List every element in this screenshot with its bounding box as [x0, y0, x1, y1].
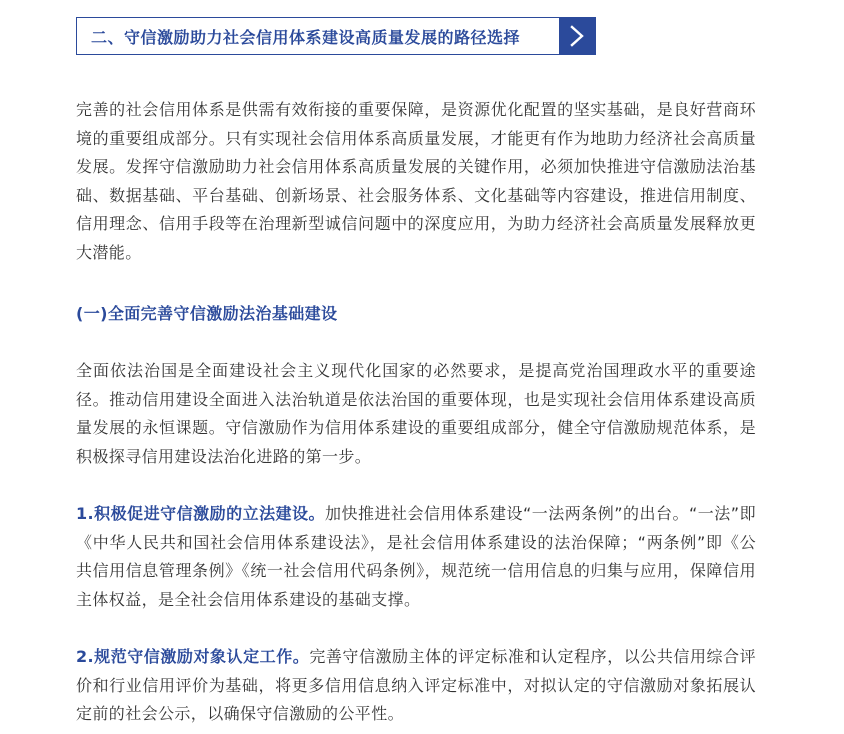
law-basis-paragraph: 全面依法治国是全面建设社会主义现代化国家的必然要求，是提高党治国理政水平的重要途径。推动信用建设全面进入法治轨道是依法治国的重要体现，也是实现社会信用体系建设高质量发展的永恒课题。守信激励作为信用体系建设的重要组成部分，健全守信激励规范体系，是积极探寻信用建设法治化进路的第一步。 — [76, 361, 756, 466]
section-title: 二、守信激励助力社会信用体系建设高质量发展的路径选择 — [91, 27, 521, 47]
item-2-lead: 2.规范守信激励对象认定工作。 — [76, 647, 310, 666]
section-arrow-button[interactable] — [559, 18, 595, 54]
chevron-right-icon — [569, 25, 585, 47]
section-header — [76, 17, 596, 55]
intro-paragraph: 完善的社会信用体系是供需有效衔接的重要保障，是资源优化配置的坚实基础，是良好营商环境的重要组成部分。只有实现社会信用体系高质量发展，才能更有作为地助力经济社会高质量发展。发挥守信激励助力社会信用体系高质量发展的关键作用，必须加快推进守信激励法治基础、数据基础、平台基础、创新场景、社会服务体系、文化基础等内容建设，推进信用制度、信用理念、信用手段等在治理新型诚信问题中的深度应用，为助力经济社会高质量发展释放更大潜能。 — [76, 100, 756, 262]
item-2-body: 完善守信激励主体的评定标准和认定程序，以公共信用综合评价和行业信用评价为基础，将更多信用信息纳入评定标准中，对拟认定的守信激励对象拓展认定前的社会公示，以确保守信激励的公平性。 — [76, 647, 756, 723]
item-1-paragraph — [76, 500, 756, 614]
subsection-heading: (一)全面完善守信激励法治基础建设 — [76, 304, 338, 323]
item-1-body: 加快推进社会信用体系建设“一法两条例”的出台。“一法”即《中华人民共和国社会信用体系建设法》，是社会信用体系建设的法治保障；“两条例”即《公共信用信息管理条例》《统一社会信用代码条例》，规范统一信用信息的归集与应用，保障信用主体权益，是全社会信用体系建设的基础支撑。 — [76, 504, 756, 609]
item-2-paragraph — [76, 643, 756, 729]
item-1-lead: 1.积极促进守信激励的立法建设。 — [76, 504, 326, 523]
article — [76, 17, 756, 729]
